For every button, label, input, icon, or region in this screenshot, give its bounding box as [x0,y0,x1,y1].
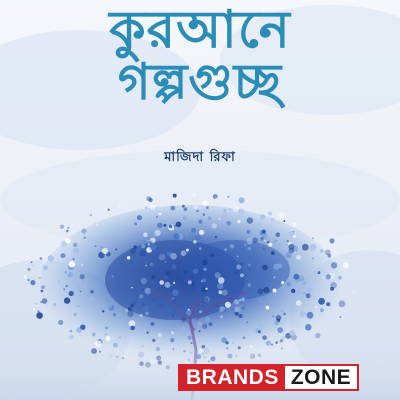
splash-dot [141,244,145,248]
splash-dot [237,220,240,223]
splash-dot [264,240,266,242]
splash-dot [145,265,147,267]
splash-dot [156,216,158,218]
splash-dot [30,280,35,285]
splash-dot [125,265,127,267]
splash-dot [309,295,311,297]
splash-dot [170,206,175,211]
splash-dot [73,243,77,247]
splash-dot [84,237,86,239]
splash-dot [326,274,331,279]
splash-dot [259,324,264,329]
splash-dot [302,244,309,251]
splash-dot [150,244,157,251]
splash-dot [296,300,302,306]
splash-dot [96,223,98,225]
splash-dot [239,262,243,266]
splash-dot [108,209,110,211]
splash-dot [276,315,282,321]
splash-dot [230,244,234,248]
splash-dot [112,275,114,277]
splash-dot [215,272,221,278]
splash-dot [170,253,177,260]
splash-dot [248,283,251,286]
splash-dot [222,290,228,296]
splash-dot [150,205,155,210]
splash-dot [268,212,272,216]
splash-dot [185,233,188,236]
splash-dot [158,320,162,324]
splash-dot [157,223,162,228]
splash-dot [302,291,306,295]
splash-dot [202,278,206,282]
splash-dot [128,307,133,312]
splash-dot [165,271,170,276]
splash-dot [257,288,263,294]
splash-dot [165,282,171,288]
splash-dot [193,240,196,243]
splash-dot [107,303,112,308]
splash-dot [283,220,285,222]
splash-dot [28,268,31,271]
splash-dot [233,299,237,303]
splash-dot [223,209,226,212]
splash-dot [248,247,252,251]
splash-dot [67,227,70,230]
splash-dot [141,278,147,284]
splash-dot [61,253,66,258]
splash-dot [173,311,175,313]
splash-dot [41,285,45,289]
splash-dot [246,238,253,245]
splash-dot [237,256,239,258]
splash-dot [241,297,245,301]
splash-dot [151,322,155,326]
splash-dot [202,297,208,303]
splash-dot [163,224,166,227]
splash-dot [212,223,217,228]
splash-dot [64,297,70,303]
splash-dot [171,265,176,270]
splash-dot [184,207,188,211]
splash-dot [65,238,70,243]
splash-dot [154,234,157,237]
splash-dot [74,313,77,316]
splash-dot [263,247,266,250]
splash-dot [118,205,121,208]
splash-dot [211,254,214,257]
splash-dot [325,250,331,256]
splash-dot [227,196,229,198]
splash-dot [81,229,86,234]
splash-dot [39,277,41,279]
splash-dot [152,298,156,302]
splash-dot [312,258,314,260]
splash-dot [235,312,239,316]
splash-dot [209,322,213,326]
splash-dot [73,248,79,254]
splash-dot [43,265,48,270]
splash-dot [194,205,198,209]
splash-dot [287,282,292,287]
splash-dot [260,237,264,241]
splash-dot [183,216,187,220]
splash-dot [130,326,135,331]
splash-dot [238,208,244,214]
splash-dot [105,327,108,330]
splash-dot [172,314,174,316]
splash-dot [239,299,241,301]
splash-dot [244,244,246,246]
splash-dot [215,198,217,200]
splash-dot [199,247,202,250]
splash-dot [318,298,325,305]
splash-dot [326,303,329,306]
splash-dot [248,264,251,267]
splash-dot [83,271,85,273]
splash-dot [247,217,253,223]
splash-dot [203,213,205,215]
splash-dot [315,306,317,308]
splash-dot [206,206,209,209]
splash-dot [72,258,74,260]
splash-dot [216,229,220,233]
splash-dot [293,274,299,280]
splash-dot [281,281,284,284]
splash-dot [127,256,131,260]
splash-dot [266,306,270,310]
splash-dot [134,223,137,226]
splash-dot [53,303,56,306]
splash-dot [145,206,148,209]
splash-dot [69,261,75,267]
splash-dot [137,215,142,220]
splash-dot [80,274,85,279]
splash-dot [196,210,198,212]
splash-dot [199,230,204,235]
splash-dot [305,324,311,330]
splash-dot [159,254,166,261]
splash-dot [139,250,146,257]
splash-dot [131,287,133,289]
splash-dot [331,262,337,268]
splash-dot [330,287,334,291]
splash-dot [235,271,238,274]
splash-dot [181,250,187,256]
splash-dot [188,280,192,284]
splash-dot [193,269,199,275]
splash-dot [320,308,324,312]
splash-dot [143,305,150,312]
brandszone-watermark [178,364,359,391]
splash-dot [248,268,251,271]
splash-dot [291,289,295,293]
splash-dot [292,223,296,227]
splash-dot [33,265,35,267]
splash-dot [214,260,216,262]
splash-dot [182,326,185,329]
splash-dot [145,312,148,315]
splash-dot [151,281,154,284]
book-title-line-1: কুরআনে [109,0,291,60]
splash-dot [273,240,276,243]
splash-dot [323,277,325,279]
splash-dot [113,313,116,316]
splash-dot [41,290,44,293]
book-title-line-2: গল্পগুচ্ছ [117,53,283,111]
splash-dot [31,261,33,263]
splash-dot [171,285,173,287]
splash-dot [77,305,79,307]
splash-dot [122,323,127,328]
splash-dot [259,299,261,301]
splash-dot [140,314,143,317]
splash-dot [145,261,148,264]
splash-dot [208,217,211,220]
splash-dot [181,275,183,277]
splash-dot [80,291,82,293]
splash-dot [159,280,164,285]
splash-dot [240,273,244,277]
splash-dot [294,252,296,254]
splash-dot [283,313,286,316]
splash-dot [271,251,275,255]
splash-dot [173,282,175,284]
splash-dot [339,300,346,307]
splash-dot [246,321,248,323]
splash-dot [195,235,200,240]
splash-dot [65,271,67,273]
splash-dot [159,213,162,216]
splash-dot [220,315,223,318]
splash-dot [266,280,270,284]
splash-dot [262,230,266,234]
splash-dot [340,316,342,318]
splash-dot [186,249,189,252]
splash-dot [40,257,43,260]
splash-dot [88,297,94,303]
splash-dot [27,279,29,281]
splash-dot [68,272,74,278]
splash-dot [276,232,281,237]
splash-dot [177,282,181,286]
splash-dot [222,212,228,218]
splash-dot [232,308,234,310]
splash-dot [239,197,245,203]
splash-dot [182,205,185,208]
splash-dot [272,315,275,318]
splash-dot [191,228,196,233]
splash-dot [289,248,295,254]
splash-dot [302,281,306,285]
watermark-part-1: BRANDS [178,364,285,391]
splash-dot [198,220,202,224]
splash-dot [273,289,277,293]
splash-dot [115,248,117,250]
splash-dot [189,287,194,292]
splash-dot [329,238,334,243]
splash-dot [42,298,48,304]
splash-dot [276,240,278,242]
splash-dot [238,243,240,245]
splash-dot [173,233,180,240]
splash-dot [203,200,209,206]
splash-dot [281,310,283,312]
splash-dot [226,221,231,226]
splash-dot [102,248,108,254]
splash-dot [63,288,65,290]
splash-dot [289,231,294,236]
splash-dot [352,292,354,294]
splash-dot [203,268,206,271]
splash-dot [225,302,231,308]
splash-dot [94,245,96,247]
splash-dot [199,310,202,313]
splash-dot [176,222,182,228]
splash-dot [69,291,74,296]
splash-dot [271,218,276,223]
splash-dot [296,255,301,260]
splash-dot [307,288,313,294]
splash-dot [127,311,133,317]
splash-dot [90,290,94,294]
splash-dot [159,304,164,309]
splash-dot [143,233,148,238]
splash-dot [279,212,285,218]
splash-dot [266,296,270,300]
splash-dot [48,255,55,262]
splash-dot [24,275,27,278]
splash-dot [217,283,224,290]
splash-dot [149,198,153,202]
splash-dot [287,240,289,242]
splash-dot [312,237,314,239]
splash-dot [193,193,197,197]
splash-dot [66,230,69,233]
splash-dot [148,243,151,246]
splash-dot [273,276,275,278]
watermark-part-2: ZONE [285,364,359,391]
splash-dot [198,322,202,326]
splash-dot [130,304,134,308]
splash-dot [338,276,342,280]
splash-dot [172,289,179,296]
splash-dot [247,230,251,234]
splash-dot [150,263,154,267]
splash-dot [36,303,38,305]
splash-dot [307,312,314,319]
splash-dot [173,194,177,198]
splash-dot [202,260,207,265]
splash-dot [151,275,155,279]
splash-dot [60,225,64,229]
splash-dot [78,286,80,288]
splash-dot [81,264,83,266]
splash-dot [343,262,349,268]
splash-dot [83,284,87,288]
splash-dot [202,324,207,329]
splash-dot [267,241,269,243]
splash-dot [218,218,220,220]
splash-dot [33,308,35,310]
splash-dot [36,312,43,319]
splash-dot [224,248,226,250]
splash-dot [58,320,63,325]
splash-dot [165,261,167,263]
splash-dot [215,236,217,238]
splash-dot [274,320,279,325]
splash-dot [300,311,306,317]
splash-dot [205,317,211,323]
splash-dot [169,225,173,229]
splash-dot [205,288,207,290]
splash-dot [238,314,242,318]
splash-dot [260,214,265,219]
splash-dot [184,271,187,274]
splash-dot [218,277,225,284]
splash-dot [139,294,144,299]
splash-dot [223,309,226,312]
splash-dot [209,281,211,283]
splash-dot [318,271,321,274]
splash-dot [90,214,92,216]
splash-dot [262,265,268,271]
splash-dot [229,209,231,211]
splash-dot [263,287,269,293]
splash-dot [142,288,144,290]
splash-dot [133,300,137,304]
splash-dot [238,304,244,310]
splash-dot [130,248,136,254]
splash-dot [320,249,324,253]
splash-dot [102,310,104,312]
splash-dot [310,244,317,251]
splash-dot [245,226,247,228]
splash-dot [277,263,282,268]
splash-dot [252,238,258,244]
splash-dot [66,285,68,287]
splash-dot [268,243,272,247]
splash-dot [233,206,239,212]
splash-dot [164,276,167,279]
author-name: মাজিদা রিফা [164,150,236,165]
splash-dot [58,280,60,282]
